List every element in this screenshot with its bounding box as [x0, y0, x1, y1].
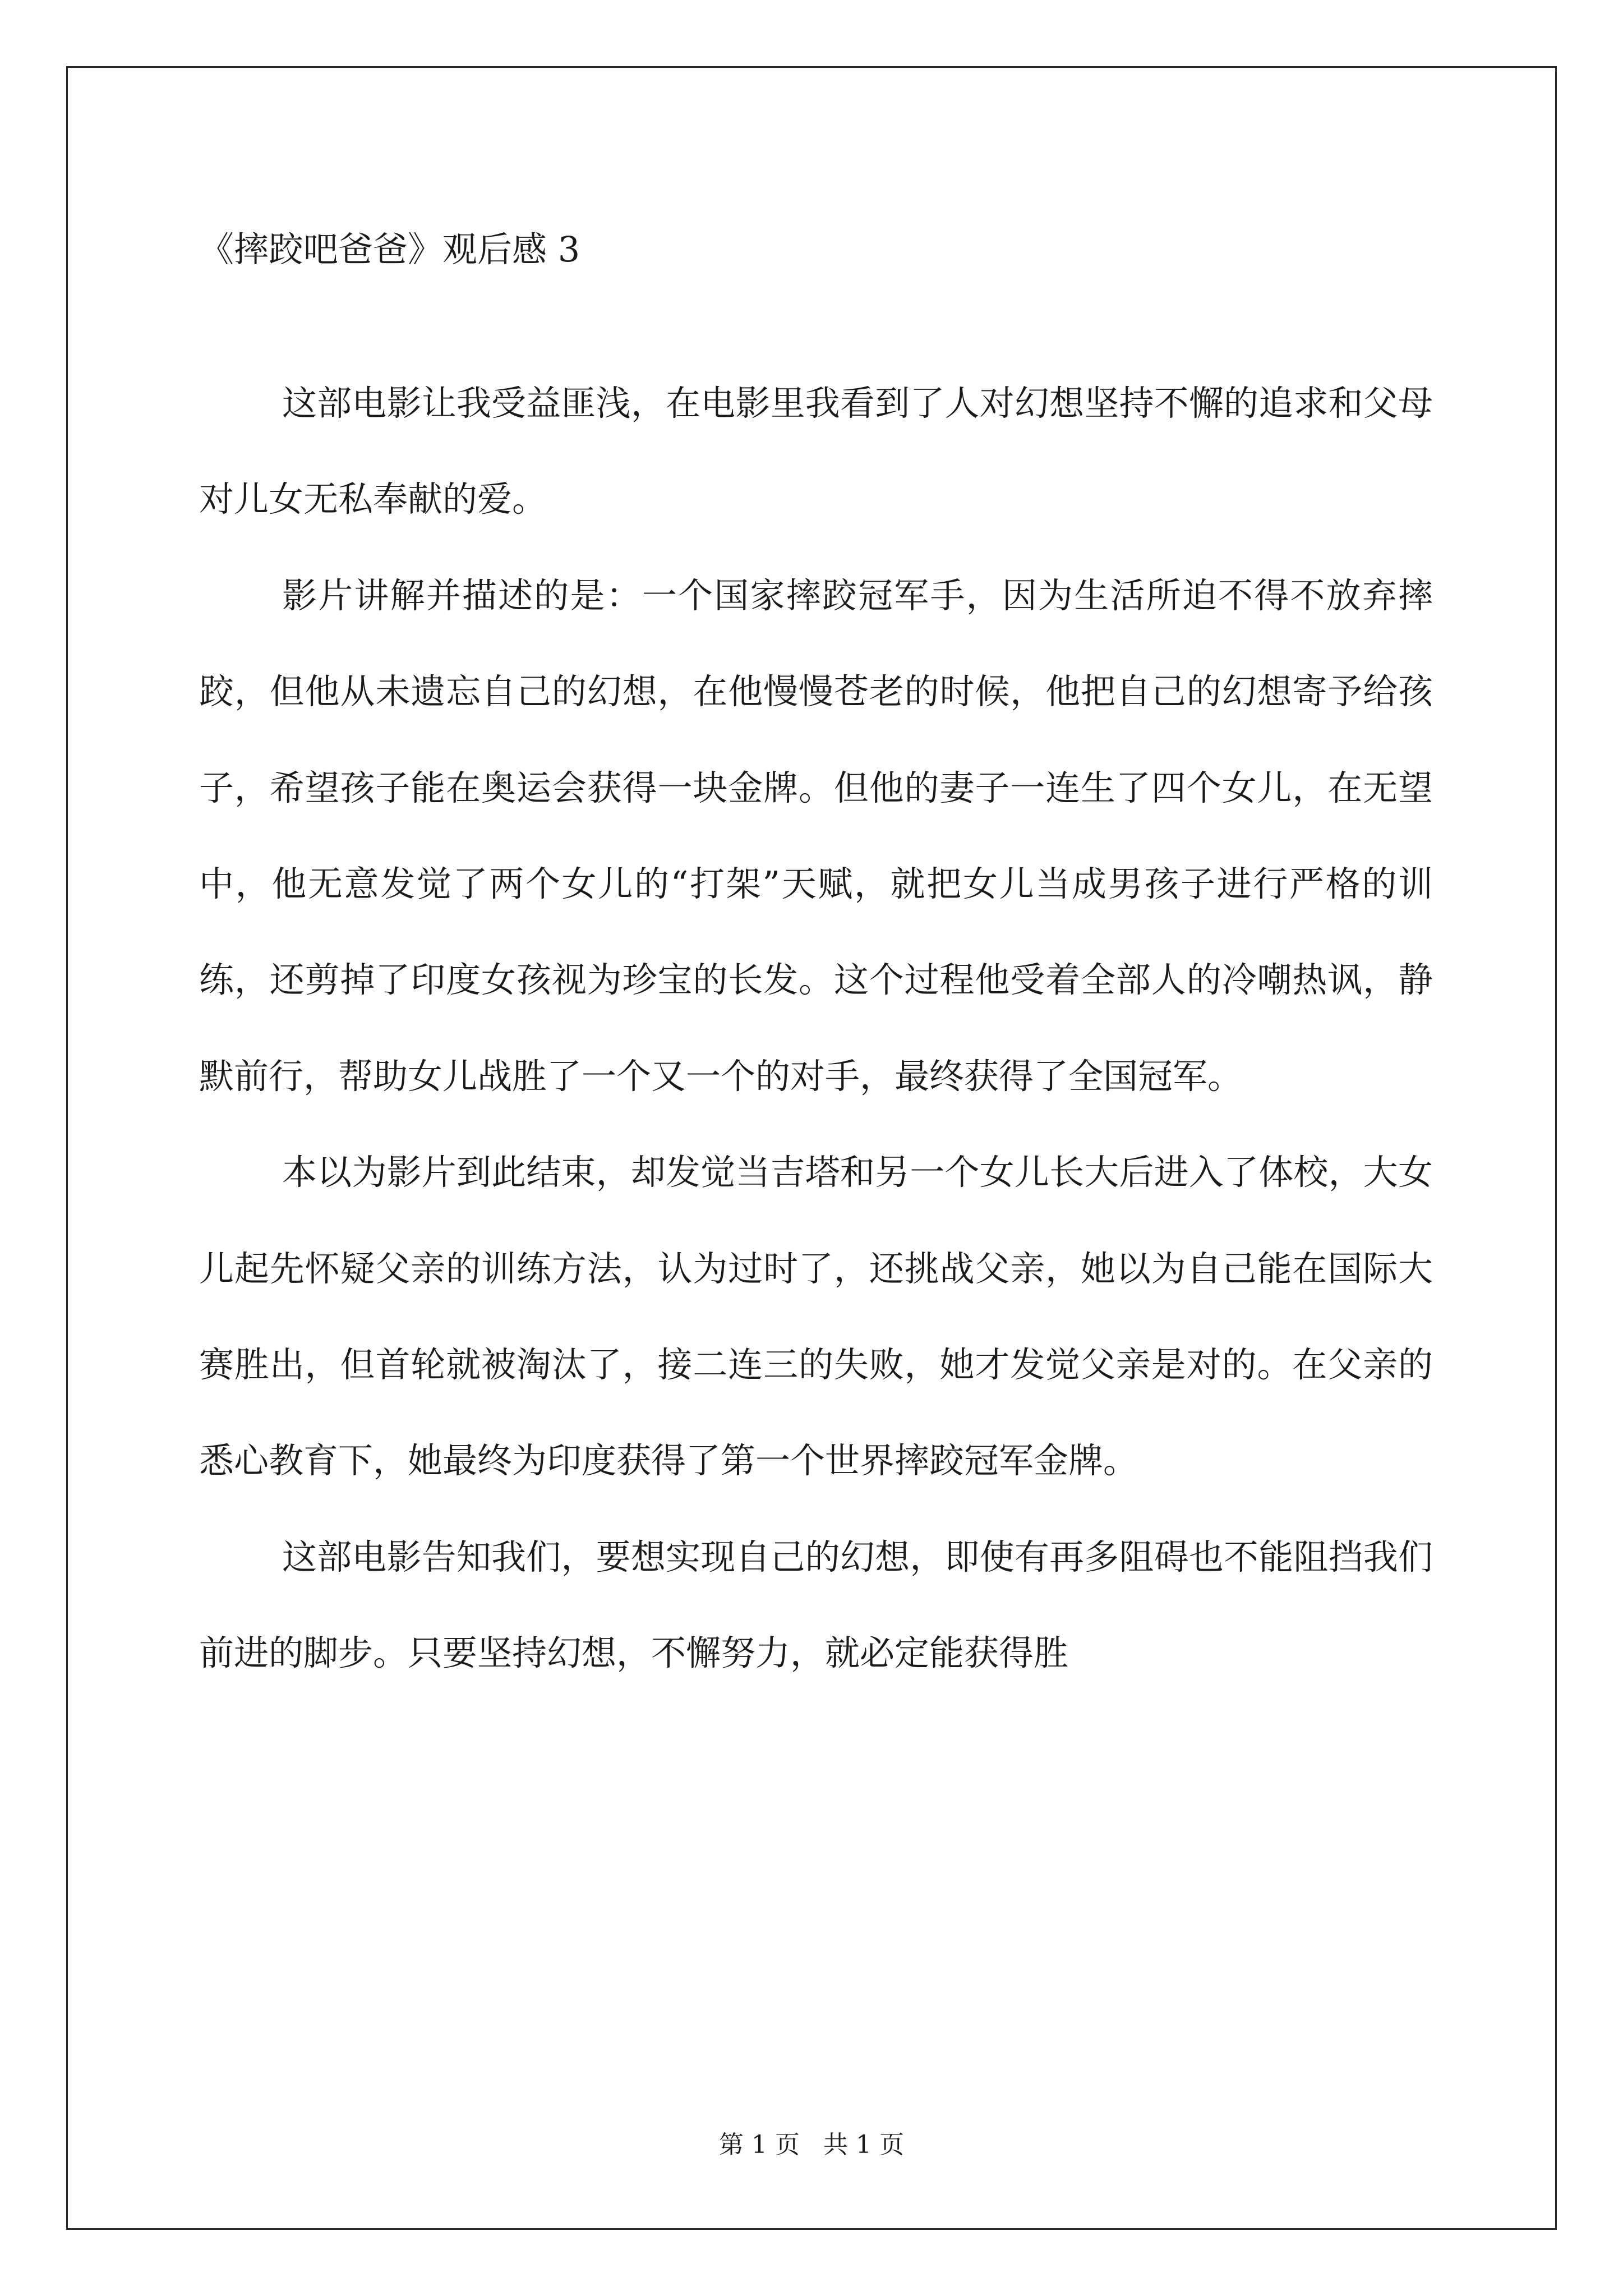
paragraph-2: 影片讲解并描述的是：一个国家摔跤冠军手，因为生活所迫不得不放弃摔跤，但他从未遗忘自己的幻想，在他慢慢苍老的时候，他把自己的幻想寄予给孩子，希望孩子能在奥运会获得一块金牌。但他的妻子一连生了四个女儿，在无望中，他无意发觉了两个女儿的“打架”天赋，就把女儿当成男孩子进行严格的训练，还剪掉了印度女孩视为珍宝的长发。这个过程他受着全部人的冷嘲热讽，静默前行，帮助女儿战胜了一个又一个的对手，最终获得了全国冠军。 [199, 574, 1433, 1097]
page-number-footer: 第 1 页 共 1 页 [719, 2131, 904, 2159]
document-body [199, 222, 1433, 1701]
document-title: 《摔跤吧爸爸》观后感 3 [199, 229, 580, 270]
paragraph-4: 这部电影告知我们，要想实现自己的幻想，即使有再多阻碍也不能阻挡我们前进的脚步。只要坚持幻想，不懈努力，就必定能获得胜 [199, 1536, 1433, 1674]
paragraph-3: 本以为影片到此结束，却发觉当吉塔和另一个女儿长大后进入了体校，大女儿起先怀疑父亲的训练方法，认为过时了，还挑战父亲，她以为自己能在国际大赛胜出，但首轮就被淘汰了，接二连三的失败，她才发觉父亲是对的。在父亲的悉心教育下，她最终为印度获得了第一个世界摔跤冠军金牌。 [199, 1152, 1433, 1481]
paragraph-1: 这部电影让我受益匪浅，在电影里我看到了人对幻想坚持不懈的追求和父母对儿女无私奉献的爱。 [199, 383, 1433, 520]
